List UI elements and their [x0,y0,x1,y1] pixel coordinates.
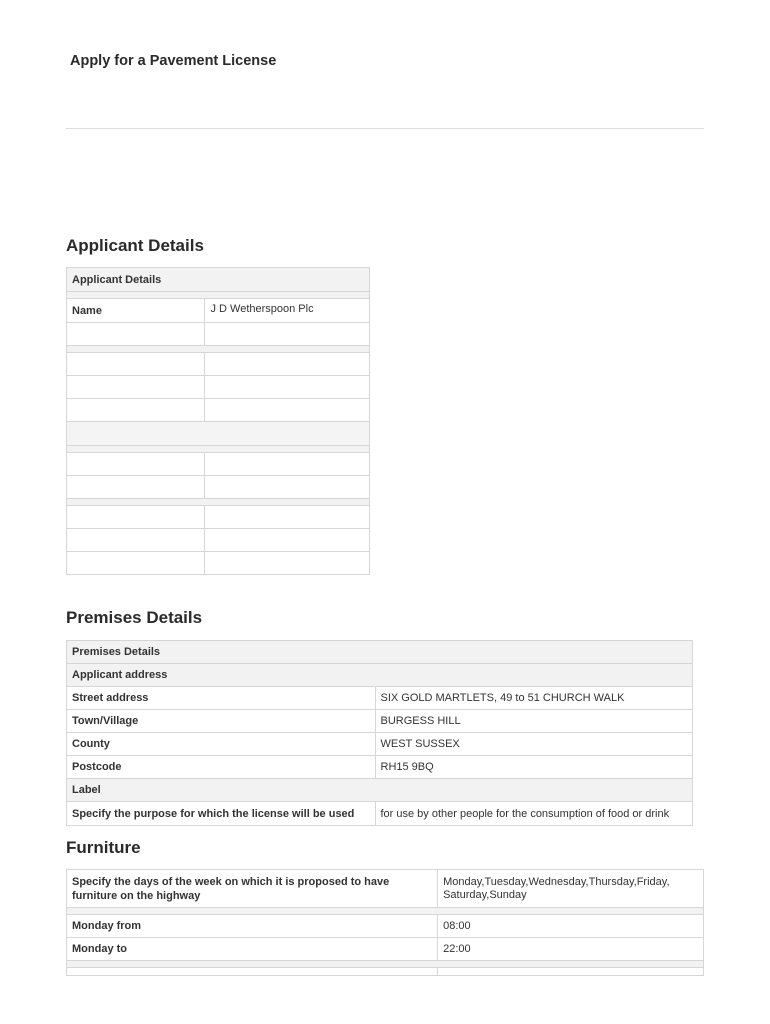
table-spacer [67,499,370,506]
table-row [67,376,370,399]
street-address-label: Street address [67,687,376,710]
county-label: County [67,733,376,756]
applicant-details-heading: Applicant Details [66,236,204,255]
table-row [67,915,704,938]
applicant-details-table [66,267,370,575]
town-label: Town/Village [67,710,376,733]
table-spacer [67,961,704,968]
table-row [67,938,704,961]
table-row [67,687,693,710]
table-row [67,353,370,376]
table-row [67,870,704,908]
label-header: Label [67,779,693,802]
applicant-table-header: Applicant Details [67,268,370,292]
table-spacer [67,446,370,453]
postcode-label: Postcode [67,756,376,779]
table-row [67,710,693,733]
monday-to-value: 22:00 [438,938,704,961]
table-row [67,756,693,779]
table-row [67,476,370,499]
street-address-value: SIX GOLD MARTLETS, 49 to 51 CHURCH WALK [375,687,693,710]
table-row [67,299,370,323]
page-title: Apply for a Pavement License [70,53,277,69]
table-row [67,453,370,476]
name-value: J D Wetherspoon Plc [205,299,370,323]
table-row [67,733,693,756]
applicant-address-header: Applicant address [67,664,693,687]
table-row [67,506,370,529]
county-value: WEST SUSSEX [375,733,693,756]
premises-table-header: Premises Details [67,641,693,664]
purpose-value: for use by other people for the consumption of food or drink [375,802,693,826]
days-label: Specify the days of the week on which it is proposed to have furniture on the highway [67,870,438,908]
table-spacer [67,292,370,299]
table-row [67,802,693,826]
furniture-table [66,869,704,976]
furniture-heading: Furniture [66,838,141,857]
table-row [67,323,370,346]
purpose-label: Specify the purpose for which the license will be used [67,802,376,826]
table-spacer [67,908,704,915]
table-row [67,422,370,446]
postcode-value: RH15 9BQ [375,756,693,779]
days-value: Monday,Tuesday,Wednesday,Thursday,Friday, Saturday,Sunday [438,870,704,908]
premises-details-heading: Premises Details [66,608,203,627]
monday-from-value: 08:00 [438,915,704,938]
title-divider [66,128,704,129]
table-row [67,529,370,552]
table-spacer [67,346,370,353]
table-row [67,552,370,575]
name-label: Name [67,299,205,323]
monday-from-label: Monday from [67,915,438,938]
premises-details-table [66,640,693,826]
table-row [67,399,370,422]
town-value: BURGESS HILL [375,710,693,733]
monday-to-label: Monday to [67,938,438,961]
table-row [67,968,704,976]
